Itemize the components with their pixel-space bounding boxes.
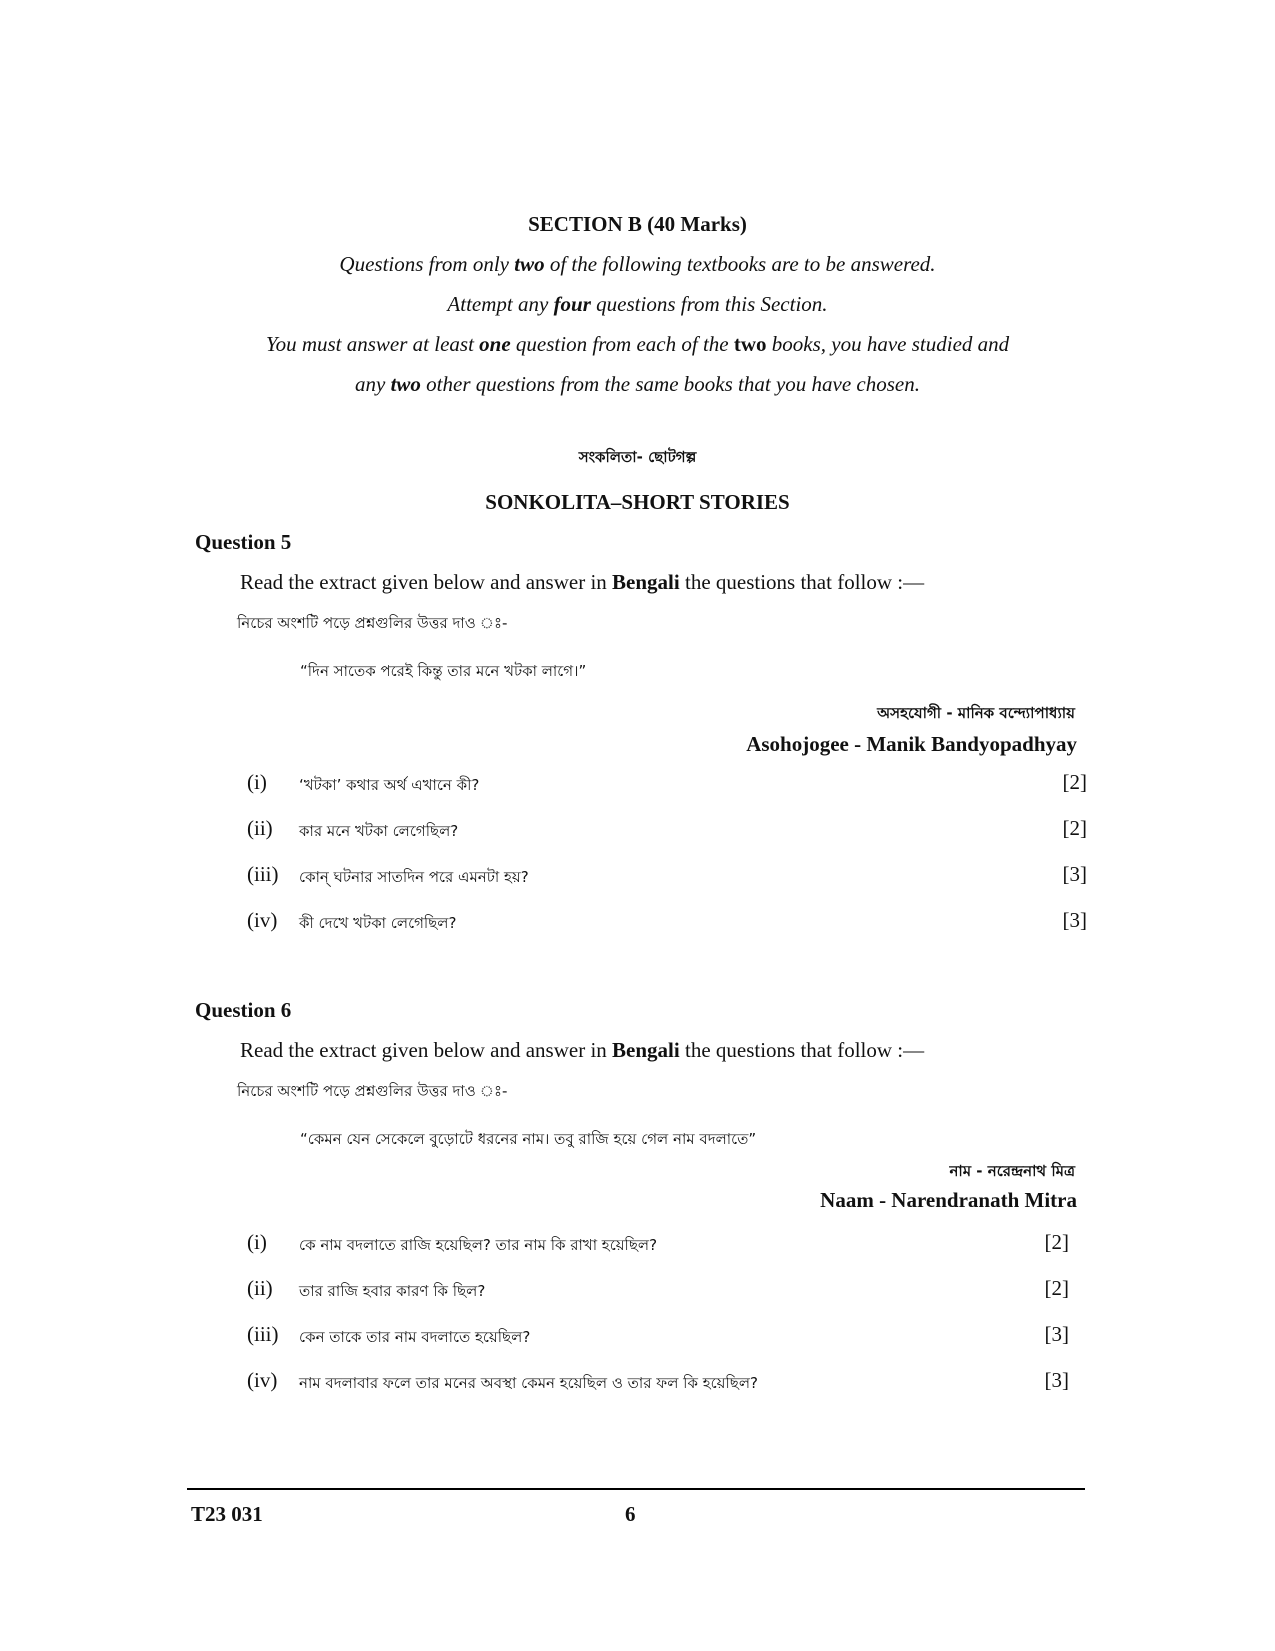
part-marks: [3]	[1062, 862, 1087, 886]
question-6-part-iv	[247, 1368, 1069, 1398]
part-marks: [2]	[1062, 816, 1087, 840]
instruction-text: questions from this Section.	[590, 292, 828, 316]
part-text: কী দেখে খটকা লেগেছিল?	[299, 914, 457, 932]
question-5-part-i	[247, 770, 1087, 800]
part-number: (ii)	[247, 816, 273, 840]
instruction-line-1	[0, 252, 1275, 277]
instruction-emphasis: two	[390, 372, 421, 396]
part-marks: [3]	[1044, 1368, 1069, 1392]
instruction-emphasis: one	[479, 332, 511, 356]
part-number: (iii)	[247, 862, 279, 886]
part-text: ‘খটকা’ কথার অর্থ এখানে কী?	[299, 776, 480, 794]
part-number: (i)	[247, 770, 267, 794]
part-text: কেন তাকে তার নাম বদলাতে হয়েছিল?	[299, 1328, 531, 1346]
part-text: কে নাম বদলাতে রাজি হয়েছিল? তার নাম কি রাখা হয়েছিল?	[299, 1236, 658, 1254]
instruction-line-3	[0, 332, 1275, 357]
part-marks: [2]	[1044, 1276, 1069, 1300]
question-5-lead	[240, 570, 924, 595]
instruction-text: Questions from only	[339, 252, 515, 276]
lead-emphasis: Bengali	[612, 1038, 680, 1062]
instruction-text: other questions from the same books that you have chosen.	[420, 372, 920, 396]
footer-divider	[187, 1488, 1085, 1490]
part-text: নাম বদলাবার ফলে তার মনের অবস্থা কেমন হয়েছিল ও তার ফল কি হয়েছিল?	[299, 1374, 758, 1392]
part-marks: [2]	[1062, 770, 1087, 794]
question-5-title: Question 5	[195, 530, 292, 554]
part-text: কার মনে খটকা লেগেছিল?	[299, 822, 459, 840]
paper-code: T23 031	[191, 1502, 263, 1526]
part-marks: [2]	[1044, 1230, 1069, 1254]
question-5-part-iii	[247, 862, 1087, 892]
lead-text: the questions that follow :—	[679, 1038, 925, 1062]
instruction-text: question from each of the	[510, 332, 734, 356]
instruction-line-4	[0, 372, 1275, 397]
question-6-part-i	[247, 1230, 1069, 1260]
question-6-part-iii	[247, 1322, 1069, 1352]
question-6-attribution-bengali: নাম - নরেন্দ্রনাথ মিত্র	[949, 1162, 1075, 1180]
part-number: (iv)	[247, 1368, 278, 1392]
instruction-text: You must answer at least	[265, 332, 480, 356]
question-5-attribution-english: Asohojogee - Manik Bandyopadhyay	[746, 732, 1077, 756]
question-6-attribution-english: Naam - Narendranath Mitra	[820, 1188, 1077, 1212]
part-text: তার রাজি হবার কারণ কি ছিল?	[299, 1282, 486, 1300]
question-5-extract: “দিন সাতেক পরেই কিন্তু তার মনে খটকা লাগে।”	[300, 662, 587, 680]
part-number: (ii)	[247, 1276, 273, 1300]
question-5-attribution-bengali: অসহযোগী - মানিক বন্দ্যোপাধ্যায়	[877, 704, 1075, 722]
part-marks: [3]	[1044, 1322, 1069, 1346]
instruction-text: of the following textbooks are to be answered.	[544, 252, 936, 276]
question-6-extract: “কেমন যেন সেকেলে বুড়োটে ধরনের নাম। তবু রাজি হয়ে গেল নাম বদলাতে”	[300, 1130, 757, 1148]
instruction-emphasis: four	[553, 292, 591, 316]
part-number: (i)	[247, 1230, 267, 1254]
part-text: কোন্ ঘটনার সাতদিন পরে এমনটা হয়?	[299, 868, 529, 886]
question-6-lead	[240, 1038, 924, 1063]
question-5-part-iv	[247, 908, 1087, 938]
book-title-bengali: সংকলিতা- ছোটগল্প	[578, 448, 697, 466]
question-6-lead-bengali: নিচের অংশটি পড়ে প্রশ্নগুলির উত্তর দাও ঃ-	[237, 1082, 508, 1100]
part-marks: [3]	[1062, 908, 1087, 932]
instruction-emphasis: two	[733, 332, 767, 356]
question-5-part-ii	[247, 816, 1087, 846]
lead-emphasis: Bengali	[612, 570, 680, 594]
question-6-part-ii	[247, 1276, 1069, 1306]
lead-text: the questions that follow :—	[679, 570, 925, 594]
section-title: SECTION B (40 Marks)	[528, 212, 747, 236]
book-title-english: SONKOLITA–SHORT STORIES	[485, 490, 790, 514]
instruction-line-2	[0, 292, 1275, 317]
question-5-lead-bengali: নিচের অংশটি পড়ে প্রশ্নগুলির উত্তর দাও ঃ-	[237, 614, 508, 632]
instruction-text: books, you have studied and	[766, 332, 1010, 356]
question-6-title: Question 6	[195, 998, 292, 1022]
part-number: (iii)	[247, 1322, 279, 1346]
instruction-text: any	[355, 372, 391, 396]
instruction-text: Attempt any	[447, 292, 554, 316]
lead-text: Read the extract given below and answer in	[240, 1038, 613, 1062]
page-number: 6	[625, 1502, 636, 1526]
lead-text: Read the extract given below and answer in	[240, 570, 613, 594]
instruction-emphasis: two	[514, 252, 545, 276]
part-number: (iv)	[247, 908, 278, 932]
